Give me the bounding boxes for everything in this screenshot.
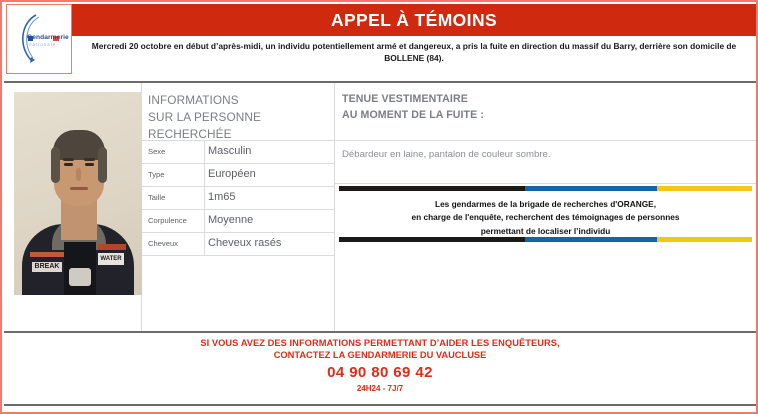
appeal-block (227, 184, 756, 331)
info-section-title (148, 92, 328, 142)
footer (4, 332, 756, 404)
table-row (142, 140, 334, 163)
info-title-line-3: RECHERCHÉE (148, 126, 232, 141)
suspect-portrait-photo: WATER BREAK (14, 92, 142, 295)
footer-bottom-divider (4, 404, 756, 406)
info-value: Masculin (208, 144, 252, 157)
appeal-text (339, 198, 752, 238)
appeal-line-2: en charge de l'enquête, recherchent des témoignages de personnes (411, 212, 680, 223)
photo-cell (4, 83, 141, 331)
page-title: APPEL À TÉMOINS (330, 9, 498, 30)
outfit-title-line-1: TENUE VESTIMENTAIRE (342, 93, 468, 105)
gendarmerie-logo (6, 4, 72, 74)
tricolor-bar-bottom (339, 237, 752, 242)
info-value: Moyenne (208, 213, 254, 226)
appeal-line-3: permettant de localiser l’individu (480, 225, 611, 236)
table-row (142, 163, 334, 186)
contact-phone-number[interactable]: 04 90 80 69 42 (327, 364, 433, 381)
appeal-line-1: Les gendarmes de la brigade de recherches d'ORANGE, (435, 199, 656, 209)
outfit-cell (335, 83, 756, 331)
footer-line-2: CONTACTEZ LA GENDARMERIE DU VAUCLUSE (273, 350, 487, 360)
outfit-section-title (342, 92, 484, 124)
outfit-description: Débardeur en laine, pantalon de couleur sombre. (342, 149, 551, 160)
logo-subword: nationale (29, 42, 57, 47)
outfit-title-line-2: AU MOMENT DE LA FUITE : (342, 108, 484, 121)
info-value: 1m65 (208, 190, 236, 203)
logo-wordmark: Gendarmerie (27, 34, 69, 41)
main-content (4, 83, 756, 331)
info-value: Européen (208, 167, 256, 180)
info-key: Corpulence (148, 216, 187, 225)
info-key: Cheveux (148, 239, 178, 248)
info-title-line-2: SUR LA PERSONNE (148, 109, 261, 124)
lead-paragraph-cell (72, 36, 756, 80)
info-key: Sexe (148, 147, 166, 156)
banner (72, 4, 756, 36)
outfit-divider (335, 140, 756, 141)
info-key: Taille (148, 193, 166, 202)
contact-hours: 24H24 - 7J/7 (356, 384, 404, 393)
header (2, 2, 756, 80)
info-value: Cheveux rasés (208, 236, 282, 249)
lead-paragraph: Mercredi 20 octobre en début d’après-midi, un individu potentiellement armé et dangereux, a pris la fuite en direction du massif du Barry, derrière son domicile de BOLLENE (84). (91, 41, 737, 64)
info-title-line-1: INFORMATIONS (148, 93, 239, 107)
footer-line-1: SI VOUS AVEZ DES INFORMATIONS PERMETTANT D’AIDER LES ENQUÊTEURS, (200, 338, 560, 348)
tricolor-bar-top (339, 186, 752, 191)
info-key: Type (148, 170, 165, 179)
